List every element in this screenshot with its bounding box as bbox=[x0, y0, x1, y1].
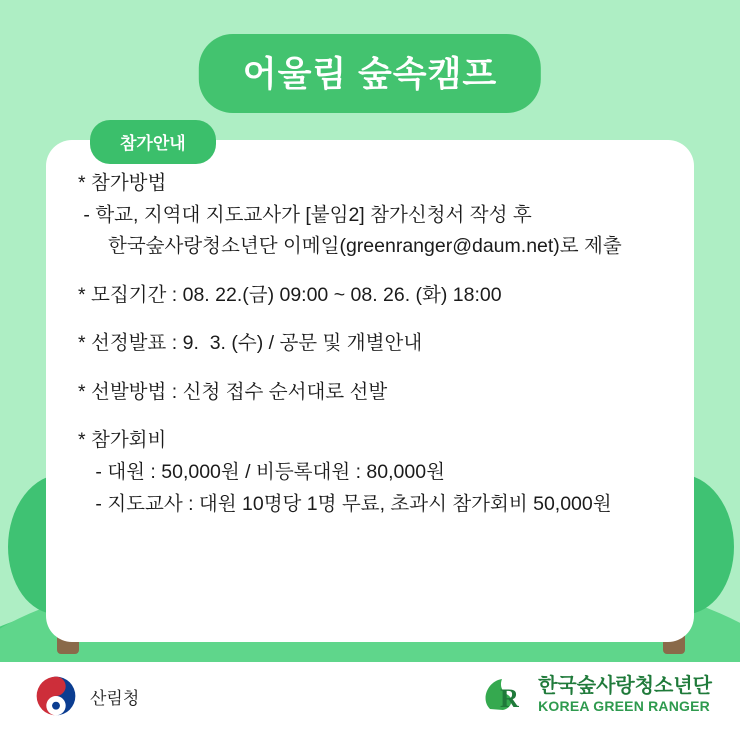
guide-block bbox=[78, 280, 678, 312]
guide-line: 한국숲사랑청소년단 이메일(greenranger@daum.net)로 제출 bbox=[108, 235, 622, 258]
guide-block bbox=[78, 328, 678, 360]
guide-line: * 선정발표 : 9. 3. (수) / 공문 및 개별안내 bbox=[78, 332, 423, 355]
section-tab-participation-guide: 참가안내 bbox=[90, 120, 216, 164]
green-ranger-logo-icon bbox=[476, 670, 528, 720]
guide-line: - 대원 : 50,000원 / 비등록대원 : 80,000원 bbox=[90, 461, 445, 484]
footer-organization bbox=[476, 670, 712, 720]
guide-block bbox=[78, 425, 678, 520]
guide-block bbox=[78, 168, 678, 263]
guide-line: - 학교, 지역대 지도교사가 [붙임2] 참가신청서 작성 후 bbox=[78, 203, 532, 226]
guide-line: * 참가회비 bbox=[78, 429, 167, 452]
organization-name-kr: 한국숲사랑청소년단 bbox=[538, 675, 712, 698]
footer-government bbox=[34, 674, 139, 718]
svg-text:R: R bbox=[500, 684, 519, 713]
guide-line: - 지도교사 : 대원 10명당 1명 무료, 초과시 참가회비 50,000원 bbox=[90, 492, 612, 515]
guide-line: * 참가방법 bbox=[78, 172, 167, 194]
korea-government-emblem-icon bbox=[34, 674, 78, 718]
organization-name-en: KOREA GREEN RANGER bbox=[538, 698, 710, 715]
government-label: 산림청 bbox=[90, 688, 140, 708]
guide-block bbox=[78, 377, 678, 409]
guide-line: * 모집기간 : 08. 22.(금) 09:00 ~ 08. 26. (화) 18:00 bbox=[78, 283, 502, 306]
poster-title: 어울림 숲속캠프 bbox=[199, 34, 541, 113]
guide-line: * 선발방법 : 신청 접수 순서대로 선발 bbox=[78, 380, 388, 403]
guide-text-body bbox=[78, 168, 678, 520]
organization-name bbox=[538, 675, 712, 714]
